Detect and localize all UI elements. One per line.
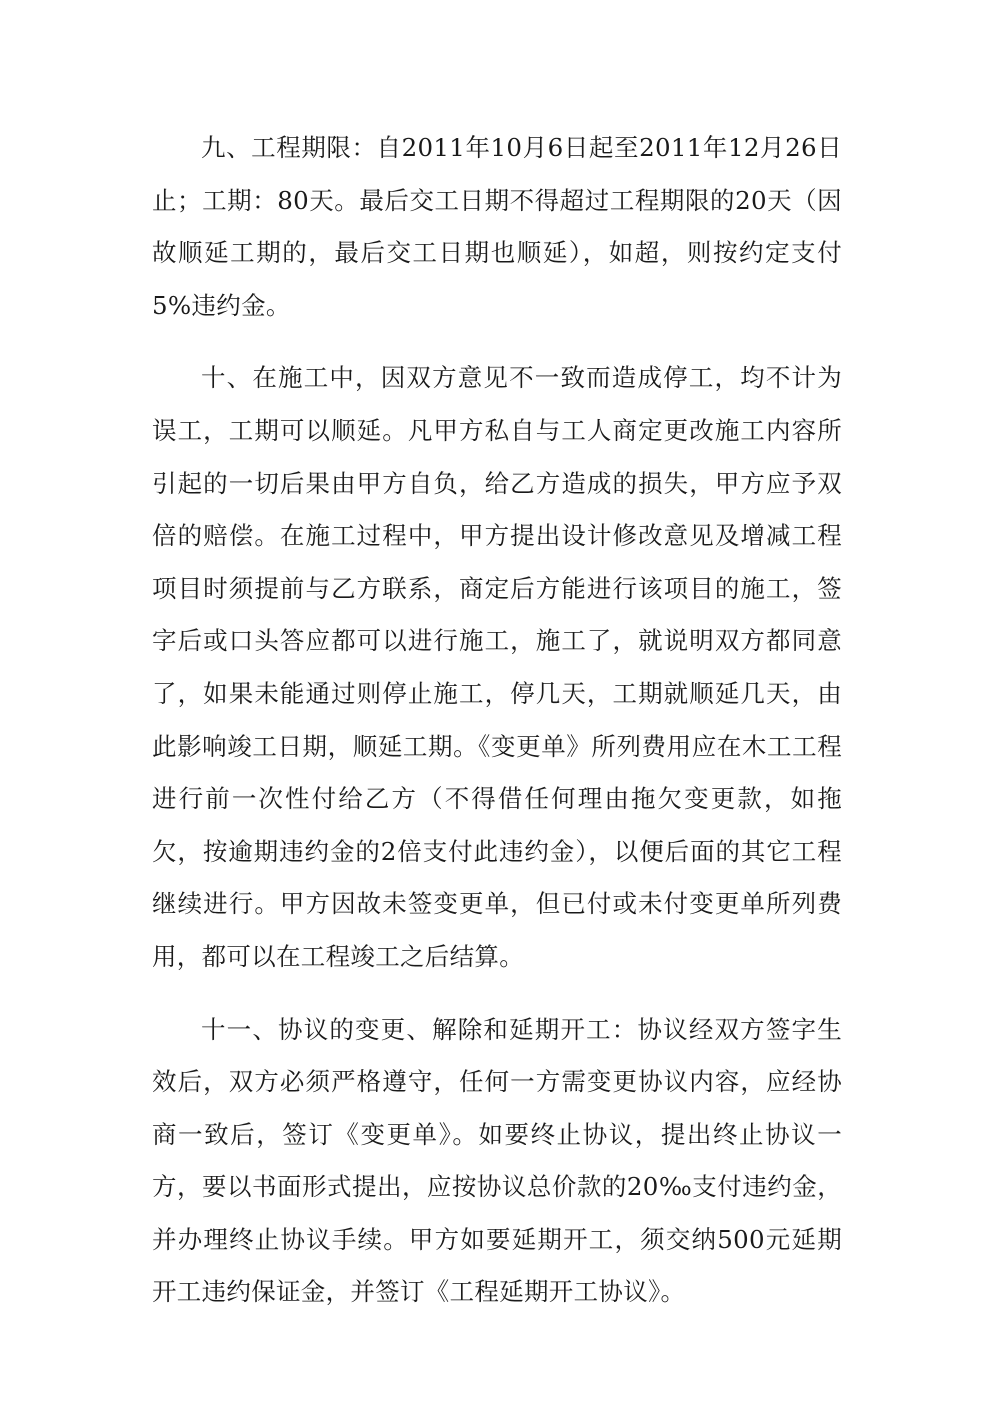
clause-11-paragraph: 十一、协议的变更、解除和延期开工：协议经双方签字生效后，双方必须严格遵守，任何一方需变更协议内容，应经协商一致后，签订《变更单》。如要终止协议，提出终止协议一方，要以书面形式提出，应按协议总价款的20‰支付违约金，并办理终止协议手续。甲方如要延期开工，须交纳500元延期开工违约保证金，并签订《工程延期开工协议》。 [152,1014,842,1307]
clause-9-paragraph: 九、工程期限：自2011年10月6日起至2011年12月26日止；工期：80天。最后交工日期不得超过工程期限的20天（因故顺延工期的，最后交工日期也顺延），如超，则按约定支付5%违约金。 [152,133,842,320]
document-body [152,122,842,1319]
clause-10-paragraph: 十、在施工中，因双方意见不一致而造成停工，均不计为误工，工期可以顺延。凡甲方私自与工人商定更改施工内容所引起的一切后果由甲方自负，给乙方造成的损失，甲方应予双倍的赔偿。在施工过程中，甲方提出设计修改意见及增减工程项目时须提前与乙方联系，商定后方能进行该项目的施工，签字后或口头答应都可以进行施工，施工了，就说明双方都同意了，如果未能通过则停止施工，停几天，工期就顺延几天，由此影响竣工日期，顺延工期。《变更单》所列费用应在木工工程进行前一次性付给乙方（不得借任何理由拖欠变更款，如拖欠，按逾期违约金的2倍支付此违约金），以便后面的其它工程继续进行。甲方因故未签变更单，但已付或未付变更单所列费用，都可以在工程竣工之后结算。 [152,363,842,971]
